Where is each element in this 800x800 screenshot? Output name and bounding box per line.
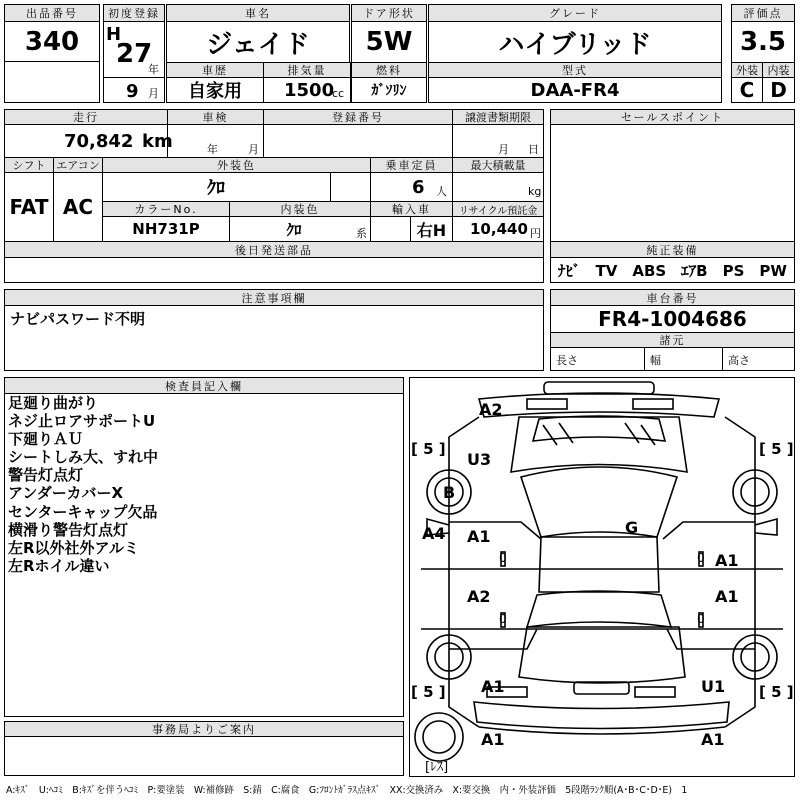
door-type-value: 5W xyxy=(365,27,413,57)
recycle-label: リサイクル預託金 xyxy=(452,201,544,217)
damage-mark: A1 xyxy=(715,551,739,570)
capacity-value: 6 xyxy=(412,176,425,198)
displacement-value: 1500 xyxy=(284,79,335,101)
equipment-label: 純正装備 xyxy=(550,241,795,258)
interior-color-label: 内装色 xyxy=(229,201,371,217)
year-unit: 年 xyxy=(148,63,159,76)
transfer-deadline-label: 譲渡書類期限 xyxy=(452,109,544,125)
score-value: 3.5 xyxy=(739,27,787,57)
tire-mark: [ 5 ] xyxy=(411,683,446,701)
car-name-label: 車名 xyxy=(166,4,350,22)
fuel-label: 燃料 xyxy=(351,62,427,78)
damage-mark: A2 xyxy=(479,400,503,419)
specs-width-label: 幅 xyxy=(650,354,661,367)
chassis-label: 車台番号 xyxy=(550,289,795,306)
chassis-value: FR4-1004686 xyxy=(598,307,747,331)
deadline-day-unit: 日 xyxy=(528,143,539,156)
damage-mark: A2 xyxy=(467,587,491,606)
mileage-value: 70,842 xyxy=(64,130,134,152)
damage-mark: G xyxy=(625,518,639,537)
tire-mark: [ 5 ] xyxy=(411,440,446,458)
color-number-value: NH731P xyxy=(132,220,200,238)
damage-mark: A1 xyxy=(481,677,505,696)
wheels xyxy=(415,470,777,761)
inspector-note: 足廻り曲がり xyxy=(8,394,99,412)
color-number-label: カラーNo. xyxy=(102,201,230,217)
history-value: 自家用 xyxy=(188,81,242,102)
exterior-color-label: 外装色 xyxy=(102,157,371,173)
later-parts-box xyxy=(4,257,544,283)
inspector-note: 横滑り警告灯点灯 xyxy=(8,520,129,539)
damage-mark: A1 xyxy=(701,730,725,749)
first-registration-label: 初度登録 xyxy=(103,4,165,22)
specs-label: 諸元 xyxy=(550,332,795,348)
displacement-label: 排気量 xyxy=(263,62,351,78)
fuel-value: ｶﾞｿﾘﾝ xyxy=(371,83,407,99)
damage-mark: B xyxy=(443,483,456,502)
inspector-note: ネジ止ロアサポートU xyxy=(8,412,156,431)
interior-color-suffix: 系 xyxy=(356,227,367,240)
lot-number-value: 340 xyxy=(24,27,80,57)
small-mark: 0 xyxy=(697,551,705,565)
sales-point-label: セールスポイント xyxy=(550,109,795,125)
registration-number-label: 登録番号 xyxy=(263,109,453,125)
damage-mark: U3 xyxy=(467,450,492,469)
office-label: 事務局よりご案内 xyxy=(4,721,404,737)
aircon-value: AC xyxy=(62,195,94,219)
specs-height-label: 高さ xyxy=(728,354,750,367)
small-mark: 0 xyxy=(697,612,705,626)
inspection-year-unit: 年 xyxy=(207,143,218,156)
interior-color-value: ｸﾛ xyxy=(286,220,302,239)
capacity-label: 乗車定員 xyxy=(370,157,453,173)
inspector-note: アンダーカバーX xyxy=(8,484,124,503)
inspector-note: 警告灯点灯 xyxy=(8,466,84,485)
caution-label: 注意事項欄 xyxy=(4,289,544,306)
displacement-unit: cc xyxy=(332,86,345,100)
interior-grade-label: 内装 xyxy=(762,62,795,78)
sales-point-box xyxy=(550,124,795,242)
capacity-unit: 人 xyxy=(436,185,447,198)
equipment-value: ﾅﾋﾞ TV ABS ｴｱB PS PW xyxy=(558,261,787,280)
damage-mark: A4 xyxy=(422,524,446,543)
inspector-label: 検査員記入欄 xyxy=(4,377,404,394)
caution-value: ナビパスワード不明 xyxy=(10,309,146,328)
shift-label: シフト xyxy=(4,157,54,173)
legend-text: A:ｷｽﾞ U:ﾍｺﾐ B:ｷｽﾞを伴うﾍｺﾐ P:要塗装 W:補修跡 S:錆 C:腐食 G:ﾌﾛﾝﾄｶﾞﾗｽ点ｷｽﾞ XX:交換済み X:要交換 内・外装評価 5段階ﾗﾝｸ順(A･B･C･D･E) 1 xyxy=(6,785,688,796)
month-unit: 月 xyxy=(148,87,159,100)
grade-label: グレード xyxy=(428,4,722,22)
recycle-value: 10,440 xyxy=(470,220,528,238)
damage-mark: A1 xyxy=(481,730,505,749)
score-label: 評価点 xyxy=(731,4,795,22)
registration-month-value: 9 xyxy=(126,80,139,102)
damage-mark: A1 xyxy=(467,527,491,546)
shift-value: FAT xyxy=(9,195,49,219)
history-label: 車歴 xyxy=(166,62,264,78)
damage-mark: A1 xyxy=(715,587,739,606)
import-label: 輸入車 xyxy=(370,201,453,217)
small-mark: 0 xyxy=(499,551,507,565)
door-type-label: ドア形状 xyxy=(351,4,427,22)
inspector-note: 下廻りＡＵ xyxy=(8,430,84,449)
interior-grade-value: D xyxy=(770,78,787,102)
exterior-grade-value: C xyxy=(739,78,755,102)
recycle-unit: 円 xyxy=(530,227,541,240)
car-diagram xyxy=(409,377,795,777)
car-name-value: ジェイド xyxy=(206,29,310,60)
damage-mark: U1 xyxy=(701,677,726,696)
lot-number-label: 出品番号 xyxy=(4,4,100,22)
spare-tire-label: [ﾚｽ] xyxy=(425,760,449,775)
import-value: 右H xyxy=(416,220,447,240)
office-box xyxy=(4,736,404,776)
registration-number-box xyxy=(263,124,453,158)
model-code-label: 型式 xyxy=(428,62,722,78)
inspector-note: 左R以外社外アルミ xyxy=(8,538,139,557)
deadline-month-unit: 月 xyxy=(498,143,509,156)
era-value: H xyxy=(106,23,122,45)
mileage-label: 走行 xyxy=(4,109,168,125)
aircon-label: エアコン xyxy=(53,157,103,173)
max-load-unit: kg xyxy=(528,184,542,198)
grade-value: ハイブリッド xyxy=(498,29,652,60)
mileage-unit: km xyxy=(142,130,173,152)
inspector-notes xyxy=(8,394,398,575)
registration-year-value: 27 xyxy=(116,39,153,69)
model-code-value: DAA-FR4 xyxy=(530,79,620,101)
max-load-label: 最大積載量 xyxy=(452,157,544,173)
inspector-note: センターキャップ欠品 xyxy=(8,502,158,521)
exterior-color-value: ｸﾛ xyxy=(207,178,225,199)
tire-mark: [ 5 ] xyxy=(759,440,794,458)
exterior-grade-label: 外装 xyxy=(731,62,763,78)
inspection-label: 車検 xyxy=(167,109,264,125)
tire-mark: [ 5 ] xyxy=(759,683,794,701)
inspector-note: シートしみ大、すれ中 xyxy=(8,448,159,467)
inspection-month-unit: 月 xyxy=(248,143,259,156)
inspector-note: 左Rホイル違い xyxy=(8,556,110,575)
specs-length-label: 長さ xyxy=(556,354,578,367)
small-mark: 0 xyxy=(499,612,507,626)
later-parts-label: 後日発送部品 xyxy=(4,241,544,258)
